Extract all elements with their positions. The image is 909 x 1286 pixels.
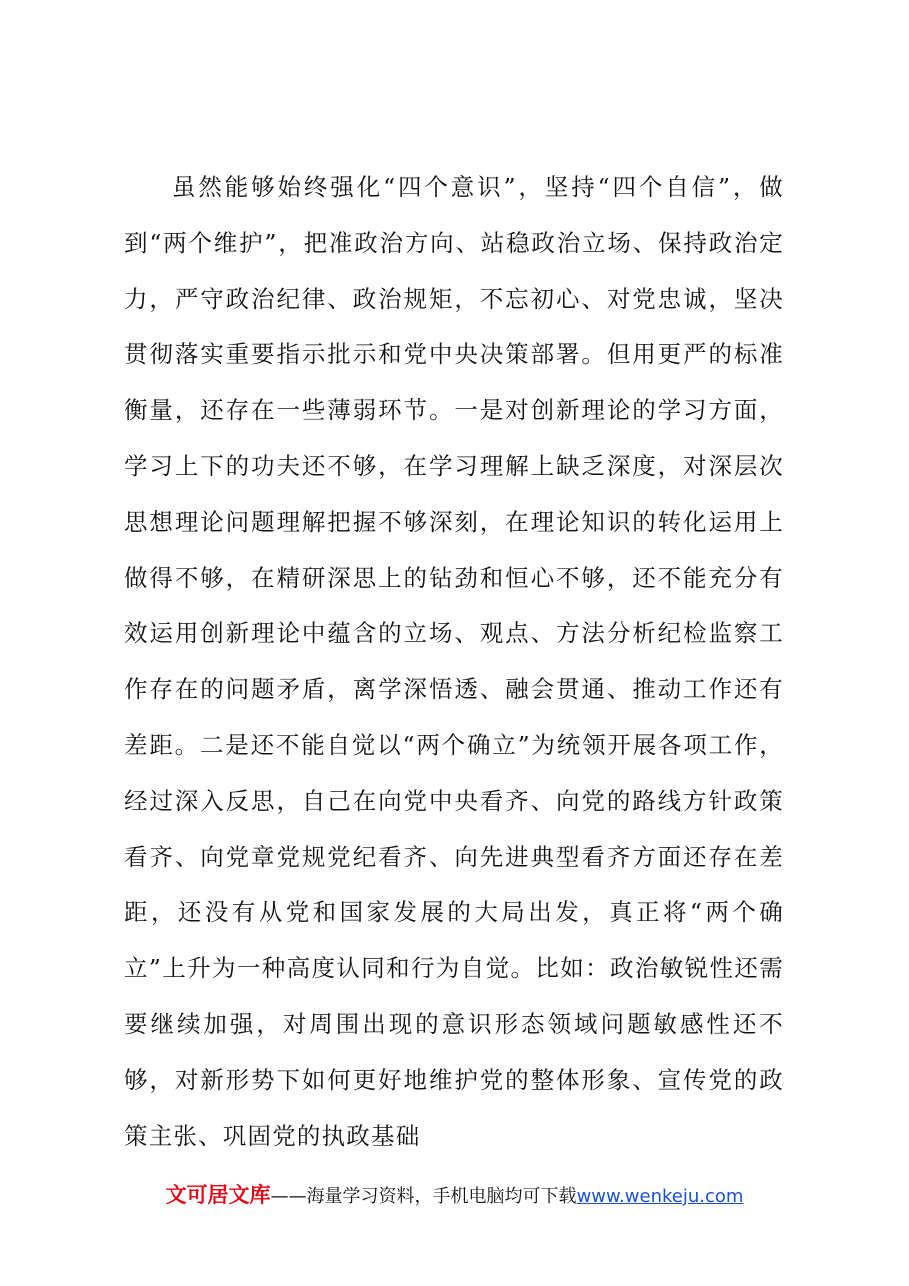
body-paragraph: 虽然能够始终强化“四个意识”，坚持“四个自信”，做到“两个维护”，把准政治方向、站稳政治立场、保持政治定力，严守政治纪律、政治规矩，不忘初心、对党忠诚，坚决贯彻落实重要指示批示和党中央决策部署。但用更严的标准衡量，还存在一些薄弱环节。一是对创新理论的学习方面，学习上下的功夫还不够，在学习理解上缺乏深度，对深层次思想理论问题理解把握不够深刻，在理论知识的转化运用上做得不够，在精研深思上的钻劲和恒心不够，还不能充分有效运用创新理论中蕴含的立场、观点、方法分析纪检监察工作存在的问题矛盾，离学深悟透、融会贯通、推动工作还有差距。二是还不能自觉以“两个确立”为统领开展各项工作，经过深入反思，自己在向党中央看齐、向党的路线方针政策看齐、向党章党规党纪看齐、向先进典型看齐方面还存在差距，还没有从党和国家发展的大局出发，真正将“两个确立”上升为一种高度认同和行为自觉。比如：政治敏锐性还需要继续加强，对周围出现的意识形态领域问题敏感性还不够，对新形势下如何更好地维护党的整体形象、宣传党的政策主张、巩固党的执政基础 bbox=[124, 173, 784, 1150]
footer-banner bbox=[0, 1180, 909, 1212]
footer-tagline: ——海量学习资料，手机电脑均可下载 bbox=[270, 1186, 577, 1207]
website-link[interactable]: www.wenkeju.com bbox=[576, 1186, 744, 1207]
brand-name: 文可居文库 bbox=[165, 1183, 271, 1207]
